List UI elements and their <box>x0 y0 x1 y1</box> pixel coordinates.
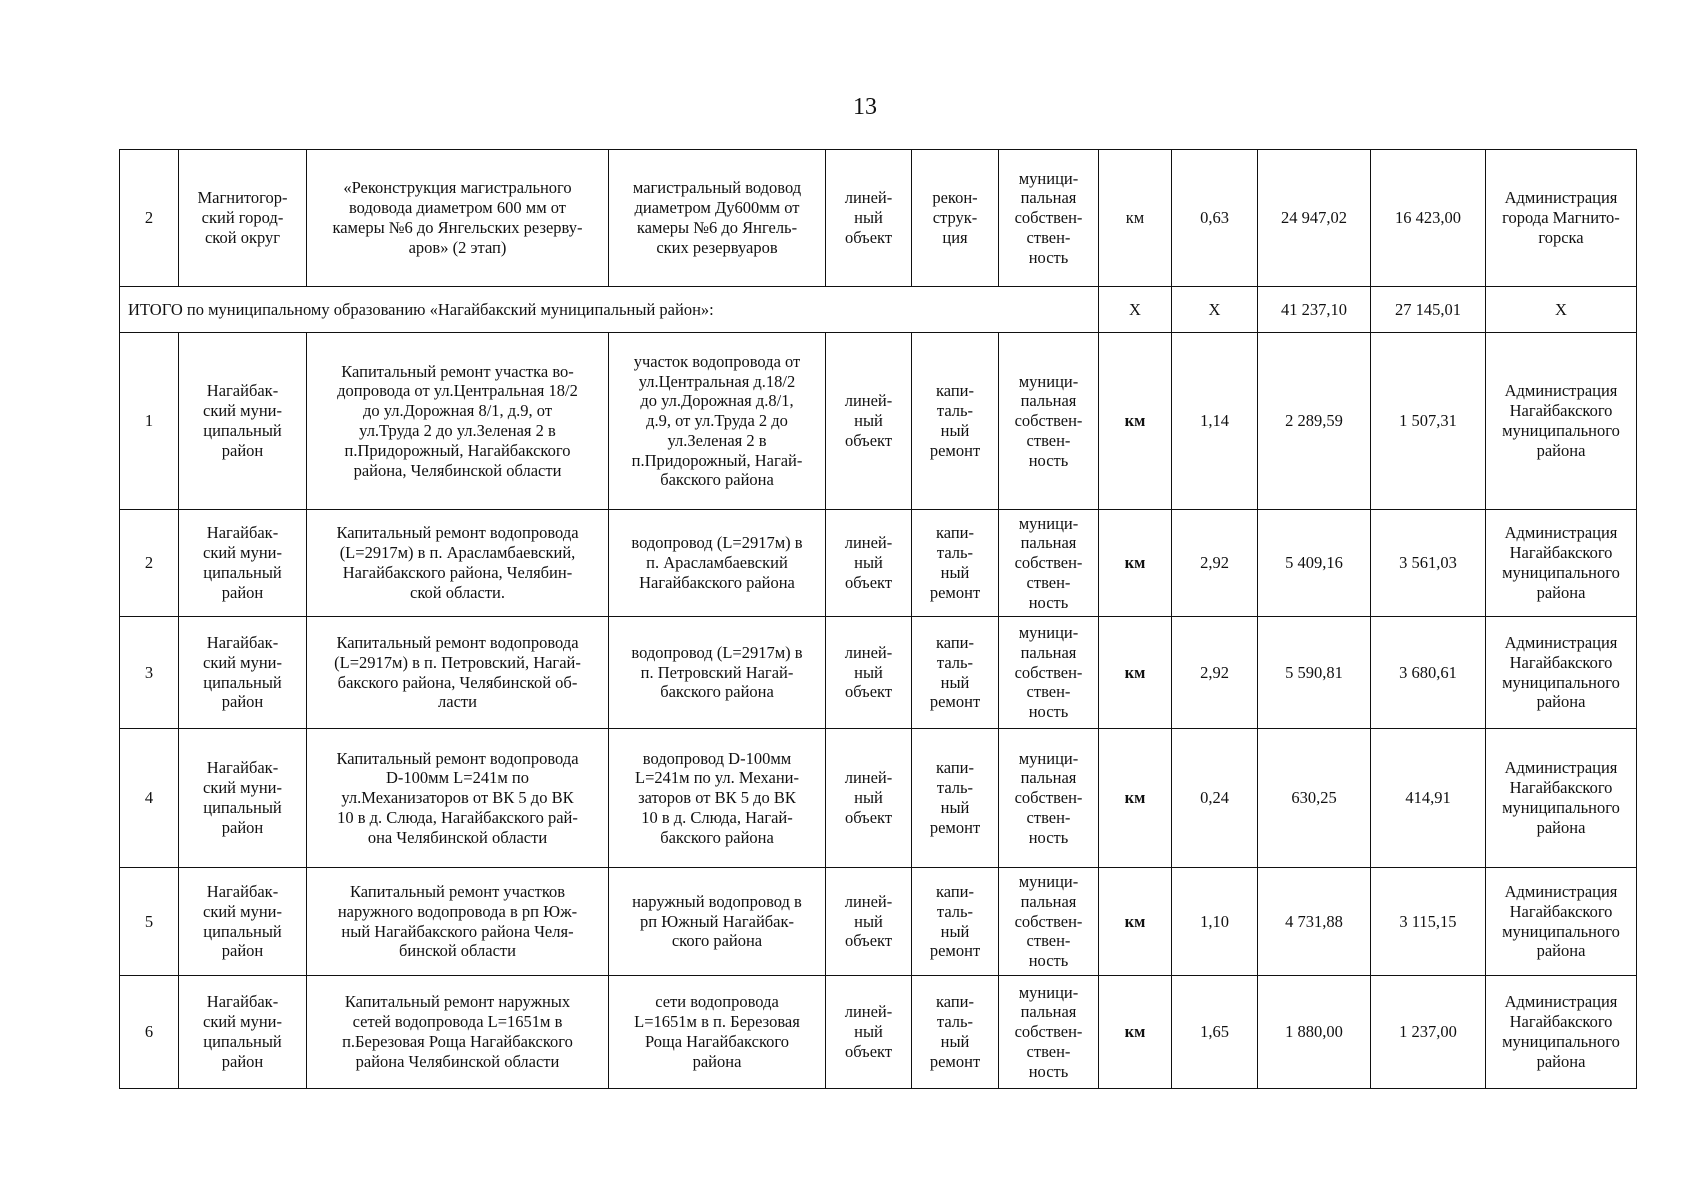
cell-municipality: Нагайбак- ский муни- ципальный район <box>179 868 307 976</box>
cell-municipality: Нагайбак- ский муни- ципальный район <box>179 729 307 868</box>
total-customer: X <box>1486 287 1637 333</box>
cell-cost-budget: 3 561,03 <box>1371 510 1486 617</box>
cell-work-type: капи- таль- ный ремонт <box>912 729 999 868</box>
cell-unit: км <box>1099 729 1172 868</box>
cell-work-type: капи- таль- ный ремонт <box>912 333 999 510</box>
cell-customer: Администрация Нагайбакского муниципального района <box>1486 333 1637 510</box>
total-unit: X <box>1099 287 1172 333</box>
table-row <box>120 976 1637 1089</box>
cell-work-type: капи- таль- ный ремонт <box>912 617 999 729</box>
cell-cost-total: 5 409,16 <box>1258 510 1371 617</box>
page-number: 13 <box>853 94 877 120</box>
cell-customer: Администрация Нагайбакского муниципального района <box>1486 729 1637 868</box>
table-row <box>120 729 1637 868</box>
cell-municipality: Нагайбак- ский муни- ципальный район <box>179 510 307 617</box>
table-row <box>120 868 1637 976</box>
cell-work-type: рекон- струк- ция <box>912 150 999 287</box>
cell-project: Капитальный ремонт водопровода (L=2917м) в п. Петровский, Нагай- бакского района, Челябинской об- ласти <box>307 617 609 729</box>
cell-object-type: линей- ный объект <box>826 333 912 510</box>
cell-cost-budget: 16 423,00 <box>1371 150 1486 287</box>
cell-project: Капитальный ремонт водопровода D-100мм L=241м по ул.Механизаторов от ВК 5 до ВК 10 в д. Слюда, Нагайбакского рай- она Челябинской области <box>307 729 609 868</box>
cell-municipality: Нагайбак- ский муни- ципальный район <box>179 333 307 510</box>
cell-work-type: капи- таль- ный ремонт <box>912 510 999 617</box>
cell-customer: Администрация города Магнито- горска <box>1486 150 1637 287</box>
cell-capacity: 2,92 <box>1172 510 1258 617</box>
cell-num: 4 <box>120 729 179 868</box>
total-label: ИТОГО по муниципальному образованию «Нагайбакский муниципальный район»: <box>120 287 1099 333</box>
cell-ownership: муници- пальная собствен- ствен- ность <box>999 868 1099 976</box>
cell-project: Капитальный ремонт наружных сетей водопровода L=1651м в п.Березовая Роща Нагайбакского района Челябинской области <box>307 976 609 1089</box>
table-row <box>120 510 1637 617</box>
cell-unit: км <box>1099 976 1172 1089</box>
cell-cost-total: 4 731,88 <box>1258 868 1371 976</box>
cell-object-type: линей- ный объект <box>826 150 912 287</box>
cell-num: 2 <box>120 510 179 617</box>
cell-cost-budget: 3 115,15 <box>1371 868 1486 976</box>
cell-object: магистральный водовод диаметром Ду600мм от камеры №6 до Янгель- ских резервуаров <box>609 150 826 287</box>
cell-cost-budget: 3 680,61 <box>1371 617 1486 729</box>
cell-object-type: линей- ный объект <box>826 868 912 976</box>
cell-unit: км <box>1099 868 1172 976</box>
cell-object: участок водопровода от ул.Центральная д.18/2 до ул.Дорожная д.8/1, д.9, от ул.Труда 2 до ул.Зеленая 2 в п.Придорожный, Нагай- бакского района <box>609 333 826 510</box>
total-row <box>120 287 1637 333</box>
cell-unit: км <box>1099 510 1172 617</box>
cell-ownership: муници- пальная собствен- ствен- ность <box>999 150 1099 287</box>
cell-num: 3 <box>120 617 179 729</box>
cell-object: водопровод (L=2917м) в п. Арасламбаевский Нагайбакского района <box>609 510 826 617</box>
cell-capacity: 1,14 <box>1172 333 1258 510</box>
cell-cost-total: 1 880,00 <box>1258 976 1371 1089</box>
cell-customer: Администрация Нагайбакского муниципального района <box>1486 510 1637 617</box>
cell-capacity: 1,10 <box>1172 868 1258 976</box>
cell-capacity: 0,63 <box>1172 150 1258 287</box>
cell-num: 5 <box>120 868 179 976</box>
table-row <box>120 617 1637 729</box>
total-cost-budget: 27 145,01 <box>1371 287 1486 333</box>
cell-municipality: Магнитогор- ский город- ской округ <box>179 150 307 287</box>
cell-project: Капитальный ремонт водопровода (L=2917м) в п. Арасламбаевский, Нагайбакского района, Челябин- ской области. <box>307 510 609 617</box>
cell-object: водопровод D-100мм L=241м по ул. Механи- заторов от ВК 5 до ВК 10 в д. Слюда, Нагай- бакского района <box>609 729 826 868</box>
cell-num: 1 <box>120 333 179 510</box>
total-cost-total: 41 237,10 <box>1258 287 1371 333</box>
cell-object-type: линей- ный объект <box>826 976 912 1089</box>
cell-capacity: 2,92 <box>1172 617 1258 729</box>
cell-cost-total: 630,25 <box>1258 729 1371 868</box>
cell-unit: км <box>1099 333 1172 510</box>
cell-customer: Администрация Нагайбакского муниципального района <box>1486 617 1637 729</box>
cell-object: сети водопровода L=1651м в п. Березовая Роща Нагайбакского района <box>609 976 826 1089</box>
table-row <box>120 150 1637 287</box>
cell-ownership: муници- пальная собствен- ствен- ность <box>999 617 1099 729</box>
cell-object: наружный водопровод в рп Южный Нагайбак- ского района <box>609 868 826 976</box>
cell-unit: км <box>1099 150 1172 287</box>
cell-capacity: 1,65 <box>1172 976 1258 1089</box>
cell-cost-total: 2 289,59 <box>1258 333 1371 510</box>
cell-num: 2 <box>120 150 179 287</box>
cell-unit: км <box>1099 617 1172 729</box>
cell-cost-budget: 414,91 <box>1371 729 1486 868</box>
cell-municipality: Нагайбак- ский муни- ципальный район <box>179 976 307 1089</box>
cell-object-type: линей- ный объект <box>826 729 912 868</box>
cell-object: водопровод (L=2917м) в п. Петровский Нагай- бакского района <box>609 617 826 729</box>
cell-municipality: Нагайбак- ский муни- ципальный район <box>179 617 307 729</box>
cell-ownership: муници- пальная собствен- ствен- ность <box>999 333 1099 510</box>
cell-ownership: муници- пальная собствен- ствен- ность <box>999 510 1099 617</box>
cell-object-type: линей- ный объект <box>826 510 912 617</box>
cell-project: Капитальный ремонт участка во- допровода от ул.Центральная 18/2 до ул.Дорожная 8/1, д.9, от ул.Труда 2 до ул.Зеленая 2 в п.Придорожный, Нагайбакского района, Челябинской области <box>307 333 609 510</box>
cell-project: «Реконструкция магистрального водовода диаметром 600 мм от камеры №6 до Янгельских резерву- аров» (2 этап) <box>307 150 609 287</box>
cell-work-type: капи- таль- ный ремонт <box>912 976 999 1089</box>
cell-capacity: 0,24 <box>1172 729 1258 868</box>
cell-cost-budget: 1 237,00 <box>1371 976 1486 1089</box>
cell-ownership: муници- пальная собствен- ствен- ность <box>999 976 1099 1089</box>
cell-cost-budget: 1 507,31 <box>1371 333 1486 510</box>
cell-project: Капитальный ремонт участков наружного водопровода в рп Юж- ный Нагайбакского района Челя- бинской области <box>307 868 609 976</box>
total-capacity: X <box>1172 287 1258 333</box>
projects-table <box>119 149 1637 1089</box>
cell-customer: Администрация Нагайбакского муниципального района <box>1486 868 1637 976</box>
cell-cost-total: 24 947,02 <box>1258 150 1371 287</box>
cell-ownership: муници- пальная собствен- ствен- ность <box>999 729 1099 868</box>
cell-cost-total: 5 590,81 <box>1258 617 1371 729</box>
cell-customer: Администрация Нагайбакского муниципального района <box>1486 976 1637 1089</box>
cell-work-type: капи- таль- ный ремонт <box>912 868 999 976</box>
table-row <box>120 333 1637 510</box>
cell-object-type: линей- ный объект <box>826 617 912 729</box>
cell-num: 6 <box>120 976 179 1089</box>
